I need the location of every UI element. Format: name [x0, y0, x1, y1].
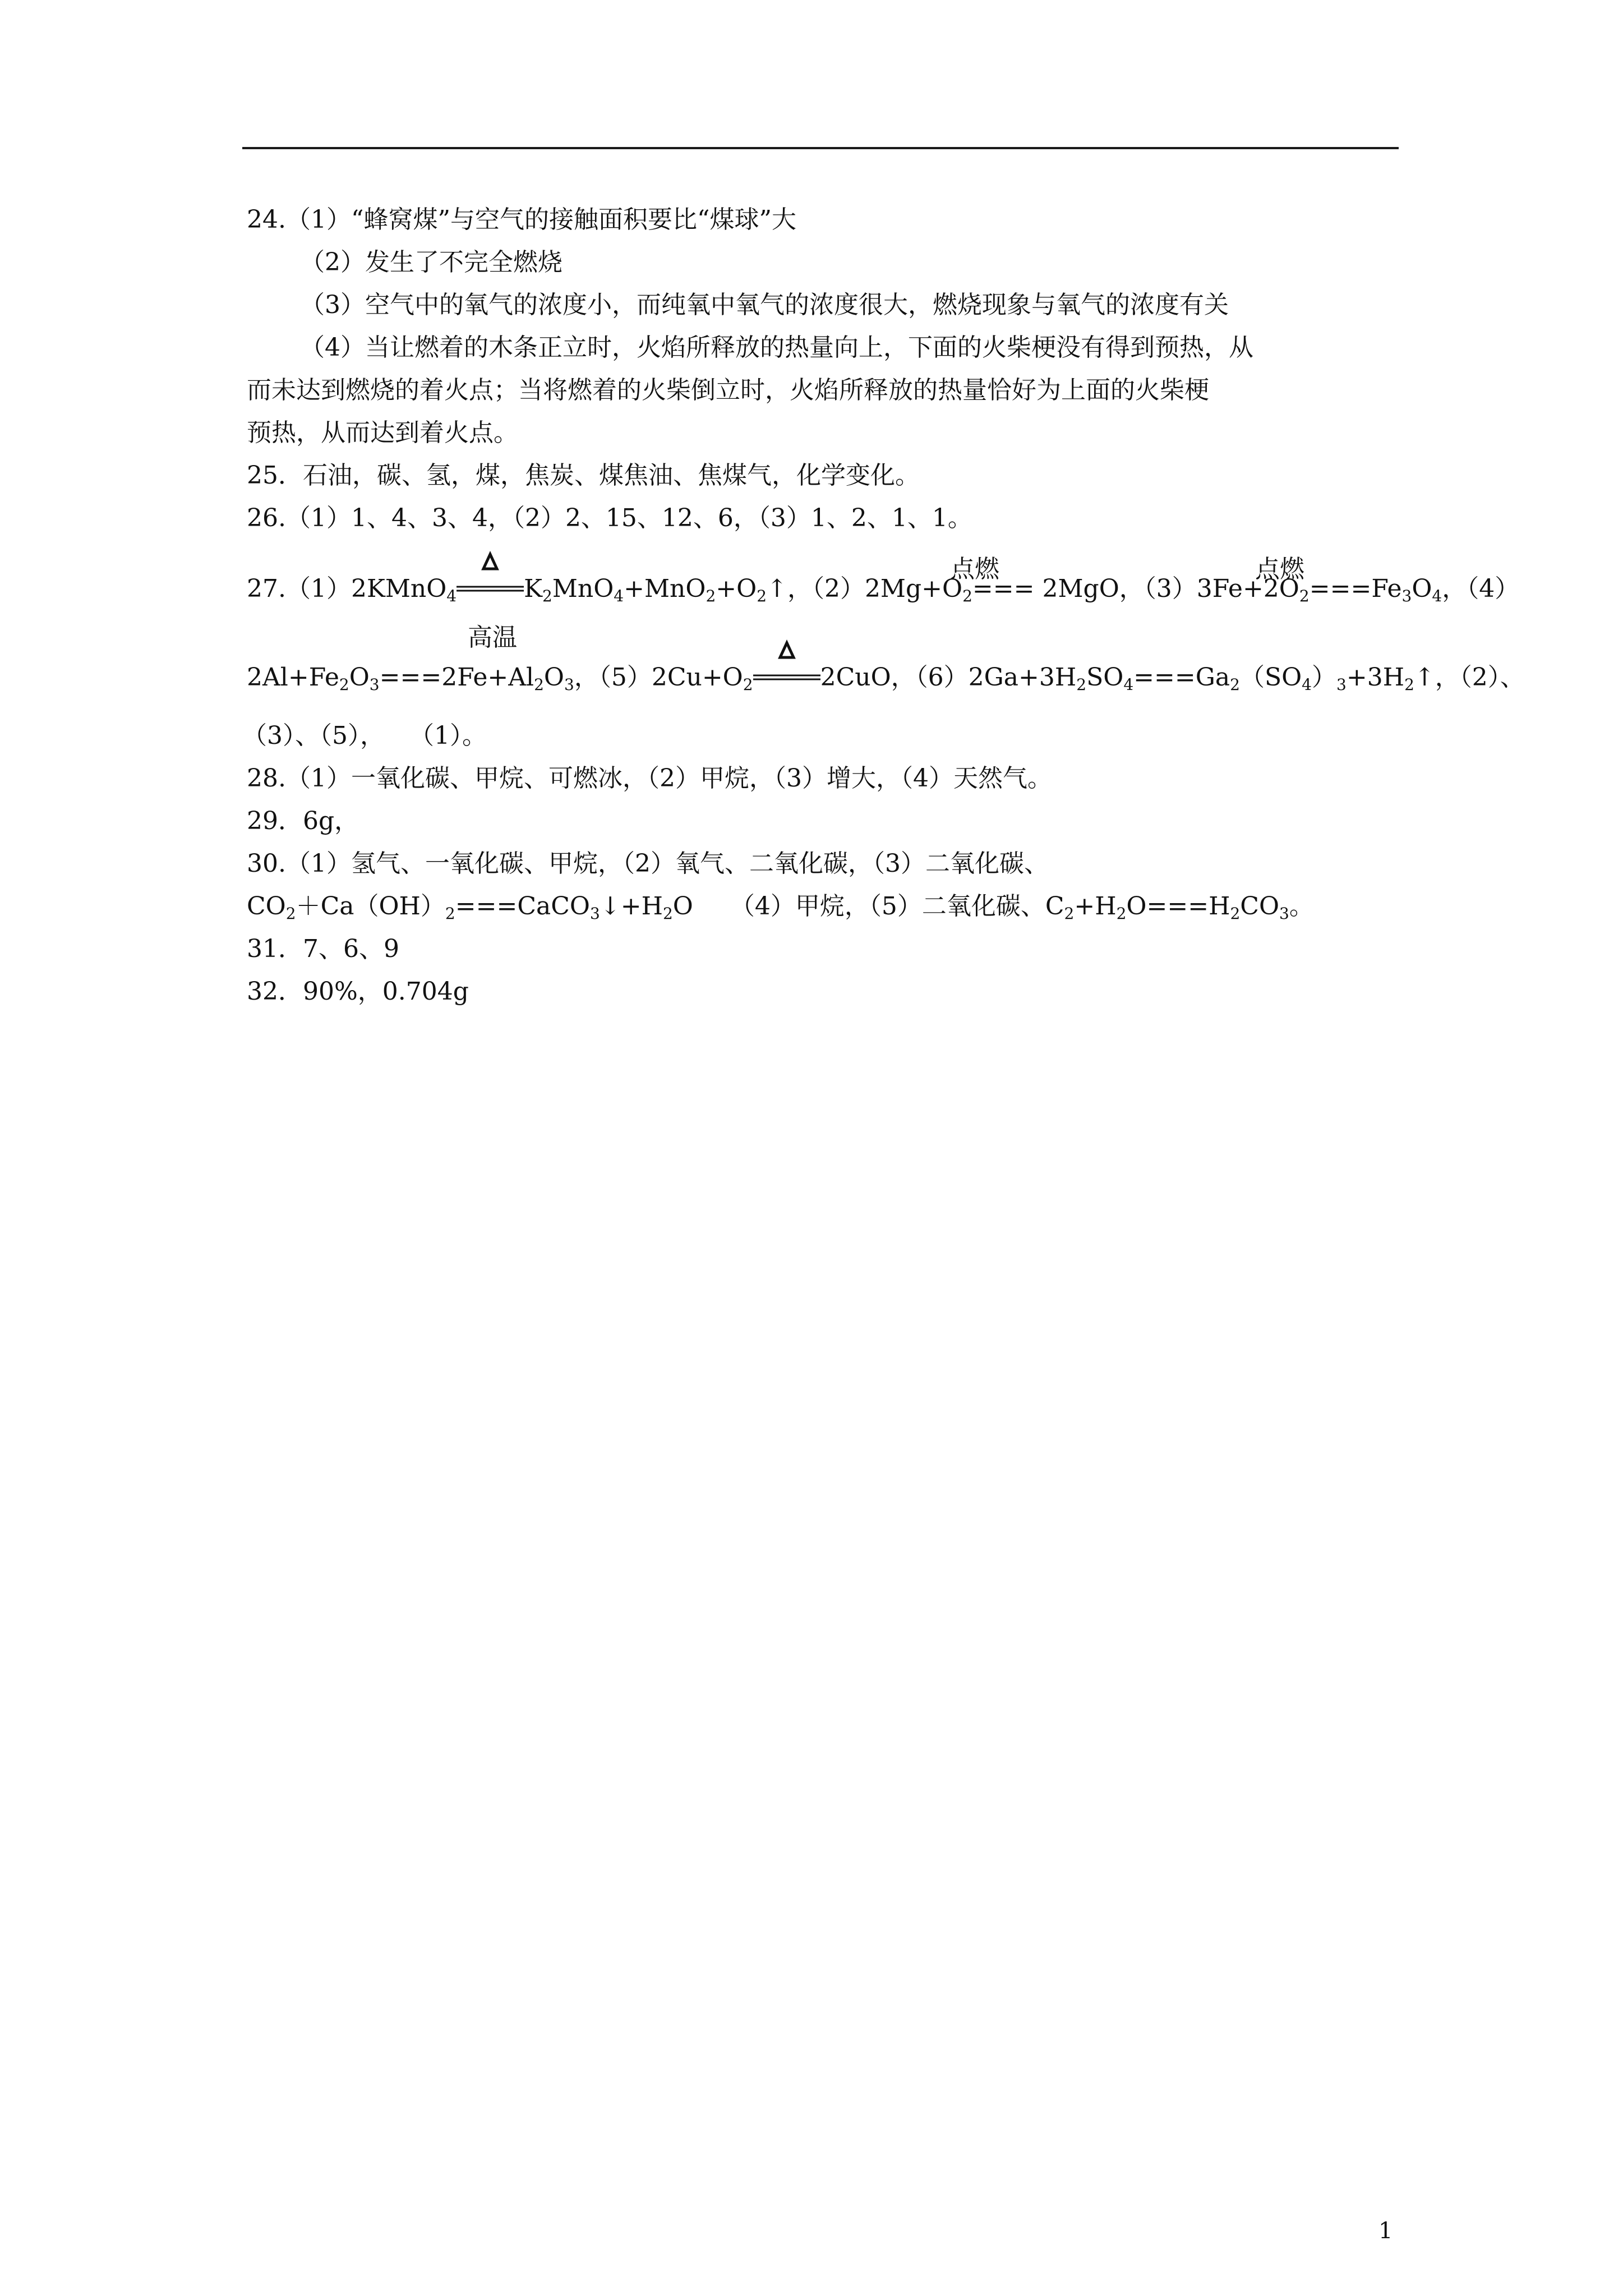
answer-29: 29．6g，: [247, 807, 359, 835]
page-number: 1: [1378, 2218, 1393, 2244]
condition-ignite-1: 点燃: [950, 555, 999, 583]
answer-32: 32．90%，0.704g: [247, 977, 469, 1006]
answer-26: 26.（1）1、4、3、4，（2）2、15、12、6，（3）1、2、1、1。: [247, 504, 972, 532]
answer-31: 31．7、6、9: [247, 935, 399, 963]
answer-24-part-2: （2）发生了不完全燃烧: [300, 248, 562, 277]
answer-24-part-4-line-1: （4）当让燃着的木条正立时，火焰所释放的热量向上，下面的火柴梗没有得到预热，从: [300, 333, 1253, 362]
answer-27-line-3: （3）、（5）， （1）。: [242, 721, 487, 750]
heat-delta-icon: [753, 661, 820, 694]
answer-24-part-4-line-2: 而未达到燃烧的着火点；当将燃着的火柴倒立时，火焰所释放的热量恰好为上面的火柴梗: [247, 376, 1209, 404]
answer-28: 28.（1）一氧化碳、甲烷、可燃冰，（2）甲烷，（3）增大，（4）天然气。: [247, 764, 1052, 793]
answer-30-line-2: $CO_2+Ca(OH)_2===CaCO_3↓+H_2O$ （4）甲烷，（5）二氧化碳、$C_2+H_2O===H_2CO_3$。: [247, 892, 1314, 923]
header-rule: [242, 147, 1399, 149]
answer-24-line-1: 24.（1）“蜂窝煤”与空气的接触面积要比“煤球”大: [247, 205, 796, 234]
answer-24-part-3: （3）空气中的氧气的浓度小，而纯氧中氧气的浓度很大，燃烧现象与氧气的浓度有关: [300, 291, 1229, 319]
condition-ignite-2: 点燃: [1255, 555, 1304, 583]
answer-24-part-4-line-3: 预热，从而达到着火点。: [247, 418, 518, 447]
answer-27-line-2: $2Al+Fe_2O_3===2Fe+Al_2O_3$，$(5)2Cu+O_2$ 2CuO，$(6)2Ga+3H_2SO_4===Ga_2(SO_4)_3+3H_2↑$，（2）、: [247, 661, 1525, 702]
answer-27-line-1: 27.（1）2KMnO$_4$ $K_2MnO_4+MnO_2+O_2↑$，$(2)2Mg+O_2=== 2MgO$，$(3)3Fe+2O_2===Fe_3O_4$，（4）: [247, 572, 1519, 613]
answer-30-line-1: 30.（1）氢气、一氧化碳、甲烷，（2）氧气、二氧化碳，（3）二氧化碳、: [247, 849, 1049, 878]
answer-25: 25．石油，碳、氢，煤，焦炭、煤焦油、焦煤气，化学变化。: [247, 461, 920, 490]
condition-high-temperature: 高温: [468, 623, 517, 652]
heat-delta-icon: [457, 572, 524, 606]
